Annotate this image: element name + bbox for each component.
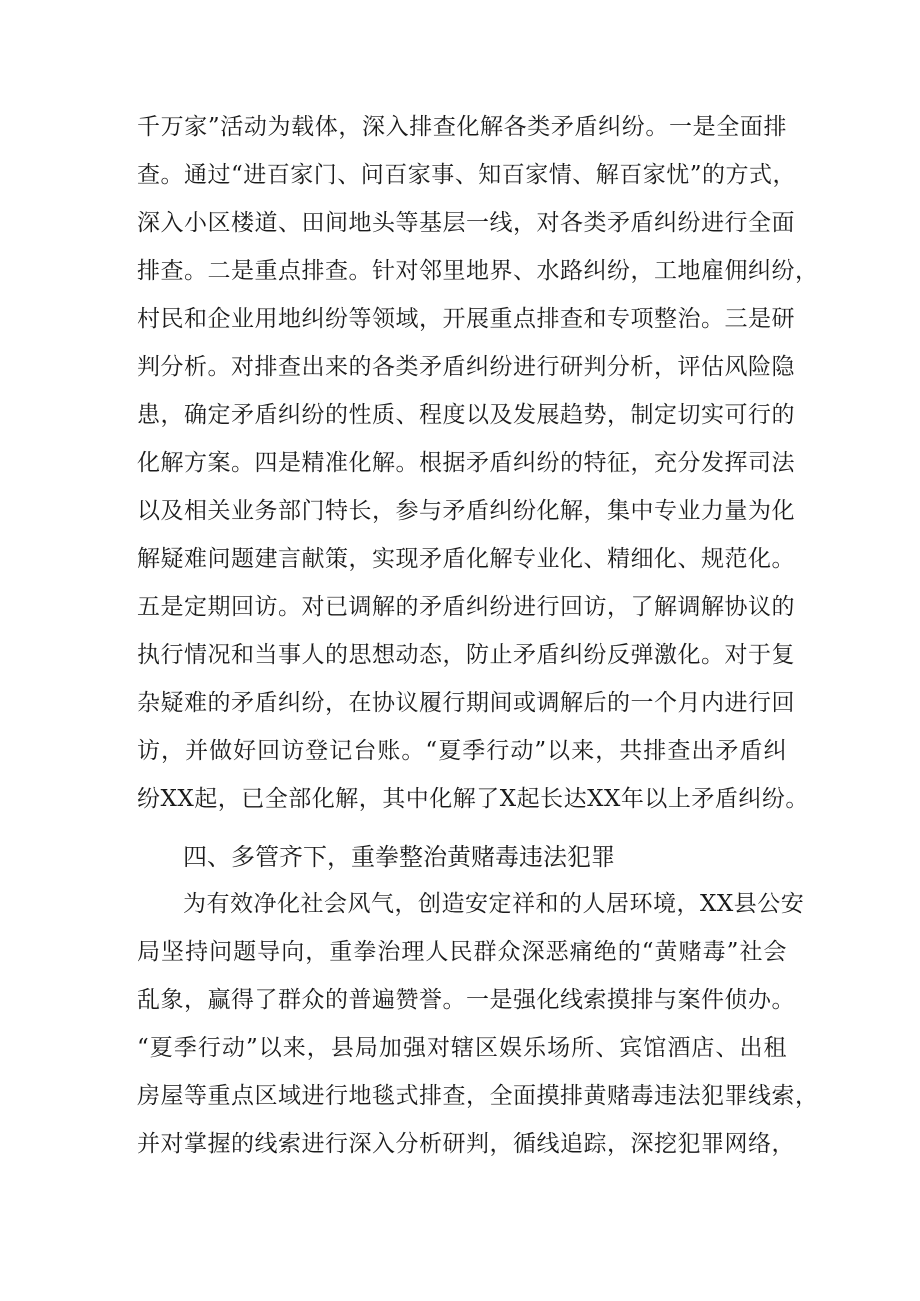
text-line: 访，并做好回访登记台账。“夏季行动”以来，共排查出矛盾纠 xyxy=(137,738,787,764)
paragraph-dispute-resolution xyxy=(137,103,819,823)
text-line: 局坚持问题导向，重拳治理人民群众深恶痛绝的“黄赌毒”社会 xyxy=(137,939,787,965)
text-line: 以及相关业务部门特长，参与矛盾纠纷化解，集中专业力量为化 xyxy=(137,498,795,524)
text-line: 解疑难问题建言献策，实现矛盾化解专业化、精细化、规范化。 xyxy=(137,546,795,572)
text-line: 并对掌握的线索进行深入分析研判，循线追踪，深挖犯罪网络， xyxy=(137,1131,795,1157)
text-line: 千万家”活动为载体，深入排查化解各类矛盾纠纷。一是全面排 xyxy=(137,114,787,140)
text-line: 杂疑难的矛盾纠纷，在协议履行期间或调解后的一个月内进行回 xyxy=(137,690,795,716)
text-line: 纷XX起，已全部化解，其中化解了X起长达XX年以上矛盾纠纷。 xyxy=(137,786,809,812)
paragraph-pornography-gambling-drugs xyxy=(137,880,819,1168)
text-line: 乱象，赢得了群众的普遍赞誉。一是强化线索摸排与案件侦办。 xyxy=(137,987,795,1013)
text-line: 五是定期回访。对已调解的矛盾纠纷进行回访，了解调解协议的 xyxy=(137,594,795,620)
text-line: 房屋等重点区域进行地毯式排查，全面摸排黄赌毒违法犯罪线索， xyxy=(137,1083,819,1109)
text-line: 判分析。对排查出来的各类矛盾纠纷进行研判分析，评估风险隐 xyxy=(137,354,795,380)
text-line: 化解方案。四是精准化解。根据矛盾纠纷的特征，充分发挥司法 xyxy=(137,450,795,476)
text-line: 排查。二是重点排查。针对邻里地界、水路纠纷，工地雇佣纠纷， xyxy=(137,258,819,284)
text-line: 查。通过“进百家门、问百家事、知百家情、解百家忧”的方式， xyxy=(137,162,797,188)
text-line: 执行情况和当事人的思想动态，防止矛盾纠纷反弹激化。对于复 xyxy=(137,642,795,668)
text-line: 深入小区楼道、田间地头等基层一线，对各类矛盾纠纷进行全面 xyxy=(137,210,795,236)
text-line: “夏季行动”以来，县局加强对辖区娱乐场所、宾馆酒店、出租 xyxy=(137,1035,787,1061)
text-line: 患，确定矛盾纠纷的性质、程度以及发展趋势，制定切实可行的 xyxy=(137,402,795,428)
section-heading: 四、多管齐下，重拳整治黄赌毒违法犯罪 xyxy=(183,843,615,871)
text-line: 为有效净化社会风气，创造安定祥和的人居环境，XX县公安 xyxy=(183,891,805,917)
text-line: 村民和企业用地纠纷等领域，开展重点排查和专项整治。三是研 xyxy=(137,306,795,332)
